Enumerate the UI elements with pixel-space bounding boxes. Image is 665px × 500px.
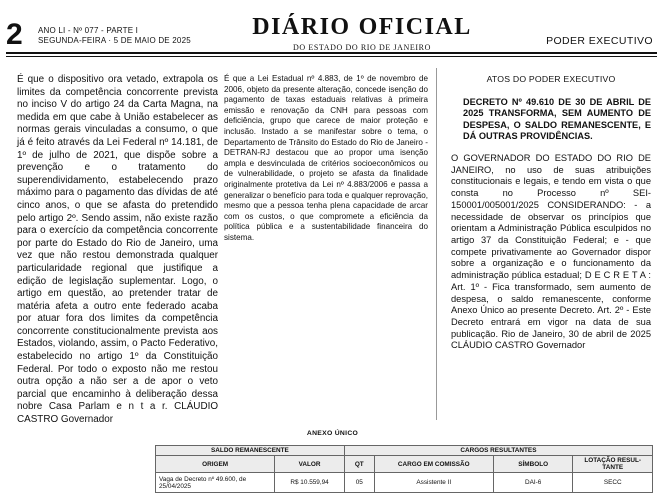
annex-group-left: SALDO REMANESCENTE [156,446,345,456]
column-decree [451,74,651,352]
masthead-subtitle: DO ESTADO DO RIO DE JANEIRO [293,43,431,52]
annex-header-simbolo: SÍMBOLO [493,456,573,473]
annex-cell-simbolo: DAI-6 [493,473,573,493]
decree-title: DECRETO Nº 49.610 DE 30 DE ABRIL DE 2025 TRANSFORMA, SEM AUMENTO DE DESPESA, O SALDO REMANESCENTE, E DÁ OUTRAS PROVIDÊNCIAS. [463,96,651,142]
header-divider-thin [6,56,657,57]
annex-header-cargo: CARGO EM COMISSÃO [374,456,493,473]
decree-body: O GOVERNADOR DO ESTADO DO RIO DE JANEIRO, no uso de suas atribuições constitucionais e legais, e tendo em vista o que consta no Processo nº SEI-150001/005001/2025 CONSIDERANDO: - a necessidade de observar os princípios que orientam a Administração Pública esculpidos no artigo 37 da Constituição Federal; e - que compete privativamente ao Governador dispor sobre a organização e o funcionamento da administração pública estadual; D E C R E T A : Art. 1º - Fica transformado, sem aumento de despesa, o saldo remanescente, conforme Anexo Único ao presente Decreto. Art. 2º - Este Decreto entrará em vigor na data de sua publicação. Rio de Janeiro, 30 de abril de 2025 CLÁUDIO CASTRO Governador [451,153,651,351]
annex-header-row [156,456,653,473]
detran-paragraph: É que a Lei Estadual nº 4.883, de 1º de novembro de 2006, objeto da presente alteração, concede isenção do pagamento de taxas estaduais relativas à primeira emissão e renovação da CNH para pessoas com deficiência, grupo que carece de maior proteção e inclusão. Instado a se manifestar sobre o tema, o Departamento de Trânsito do Estado do Rio de Janeiro - DETRAN-RJ destacou que ao propor uma isenção ampla e desvinculada de critérios socioeconômicos ou de vulnerabilidade, o projeto se afasta da finalidade originalmente protetiva da Lei nº 4.883/2006 e passa a generalizar o benefício para toda e qualquer reprovação, mesmo que a pessoa tenha plena capacidade de arcar com os custos, o que compromete a eficiência da política pública e a sustentabilidade financeira do sistema. [224,74,428,242]
page-number: 2 [6,18,23,51]
annex-cell-qt: 05 [344,473,374,493]
annex-cell-valor: R$ 10.559,94 [275,473,345,493]
column-divider [436,68,437,420]
annex-header-qt: QT [344,456,374,473]
masthead-title-left: DIÁRIO [252,14,351,40]
masthead-title-right: OFICIAL [358,14,472,40]
annex-title: ANEXO ÚNICO [306,430,359,437]
annex-header-valor: VALOR [275,456,345,473]
annex-header-lotacao: LOTAÇÃO RESUL-TANTE [573,456,653,473]
annex-cell-origem: Vaga de Decreto nº 49.600, de 25/04/2025 [156,473,275,493]
section-heading: ATOS DO PODER EXECUTIVO [486,74,616,84]
annex-table [155,445,653,493]
masthead-title [252,14,472,41]
veto-paragraph: É que o dispositivo ora vetado, extrapola os limites da competência concorrente prevista no inciso V do artigo 24 da Carta Magna, na medida em que cabe à União estabelecer as normas gerais vinculadas a consumo, o que já é feito através da Lei Federal nº 14.181, de 1º de julho de 2021, que dispõe sobre a prevenção e o tratamento do superendividamento, estabelecendo prazo máximo para o pagamento das dívidas de até cinco anos, o que se afasta do pretendido pelo artigo 2º. Sendo assim, não existe razão para o exercício da competência concorrente por parte do Estado do Rio de Janeiro, uma vez que não restou demonstrada qualquer particularidade regional que justifique a edição de legislação suplementar. Logo, o artigo em questão, ao pretender tratar de matéria afeta a outro ente federado acaba por atuar fora dos limites da competência concorrente constitucionalmente prevista aos Estados, violando, assim, o Pacto Federativo, estabelecido no artigo 1º da Constituição Federal. Por todo o exposto não me restou outra opção a não ser a de apor o veto parcial que encaminho à deliberação dessa nobre Casa Parlam e n t a r. CLÁUDIO CASTRO Governador [17,74,218,426]
issue-volume: ANO LI - Nº 077 - PARTE I [38,26,139,35]
column-detran-text [224,74,428,244]
section-label: PODER EXECUTIVO [546,35,653,47]
column-veto-text [17,74,218,427]
masthead [252,14,472,52]
header-divider [6,52,657,54]
issue-date: SEGUNDA-FEIRA · 5 DE MAIO DE 2025 [38,36,191,45]
annex-header-origem: ORIGEM [156,456,275,473]
issue-info [38,26,191,46]
annex-cell-cargo: Assistente II [374,473,493,493]
table-row [156,473,653,493]
annex-cell-lotacao: SECC [573,473,653,493]
annex-group-header-row [156,446,653,456]
annex-group-right: CARGOS RESULTANTES [344,446,652,456]
